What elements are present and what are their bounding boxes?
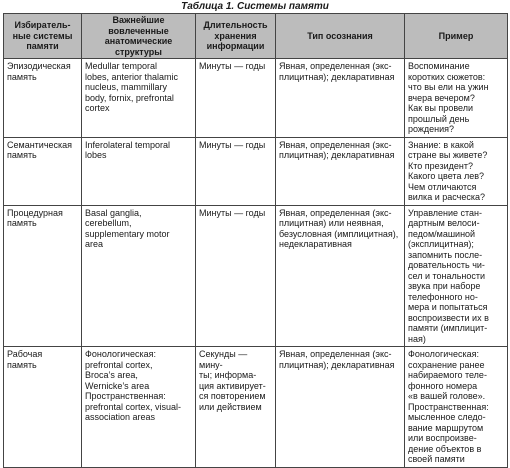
cell-awareness: Явная, определенная (экс- плицитная); декларативная [276, 59, 405, 138]
header-system: Избиратель- ные системы памяти [4, 14, 82, 59]
cell-duration: Минуты — годы [196, 137, 276, 205]
cell-system: Семантическая память [4, 137, 82, 205]
cell-structures: Фонологическая: prefrontal cortex, Broca’s area, Wernicke’s area Пространственная: prefrontal cortex, visual- association areas [82, 347, 196, 468]
header-duration: Длительность хранения информации [196, 14, 276, 59]
cell-duration: Минуты — годы [196, 205, 276, 347]
header-row [4, 14, 508, 59]
header-awareness: Тип осознания [276, 14, 405, 59]
cell-system: Процедурная память [4, 205, 82, 347]
cell-structures: Inferolateral temporal lobes [82, 137, 196, 205]
cell-duration: Минуты — годы [196, 59, 276, 138]
table-row [4, 347, 508, 468]
cell-system: Рабочая память [4, 347, 82, 468]
table-row [4, 137, 508, 205]
cell-awareness: Явная, определенная (экс- плицитная) или неявная, безусловная (имплицитная), недекларативная [276, 205, 405, 347]
header-example: Пример [405, 14, 508, 59]
header-structures: Важнейшие вовлеченные анатомические структуры [82, 14, 196, 59]
cell-example: Воспоминание коротких сюжетов: что вы ели на ужин вчера вечером? Как вы провели прошлый день рождения? [405, 59, 508, 138]
cell-awareness: Явная, определенная (экс- плицитная); декларативная [276, 137, 405, 205]
cell-example: Управление стан- дартным велоси- педом/машиной (эксплицитная); запомнить после- довательность чи- сел и тональности звука при наборе телефонного но- мера и попытаться воспроизвести их в памяти (имплицит- ная) [405, 205, 508, 347]
cell-example: Знание: в какой стране вы живете? Кто президент? Какого цвета лев? Чем отличаются вилка и расческа? [405, 137, 508, 205]
table-caption: Таблица 1. Системы памяти [181, 1, 329, 12]
table-row [4, 205, 508, 347]
cell-structures: Basal ganglia, cerebellum, supplementary motor area [82, 205, 196, 347]
cell-example: Фонологическая: сохранение ранее набираемого теле- фонного номера «в вашей голове». Пространственная: мысленное следо- вание маршрутом или воспроизве- дение объектов в своей памяти [405, 347, 508, 468]
cell-system: Эпизодическая память [4, 59, 82, 138]
table-row [4, 59, 508, 138]
cell-duration: Секунды — мину- ты; информа- ция активирует- ся повторением или действием [196, 347, 276, 468]
cell-awareness: Явная, определенная (экс- плицитная); декларативная [276, 347, 405, 468]
memory-systems-table [3, 13, 508, 468]
cell-structures: Medullar temporal lobes, anterior thalamic nucleus, mammillary body, fornix, prefrontal cortex [82, 59, 196, 138]
